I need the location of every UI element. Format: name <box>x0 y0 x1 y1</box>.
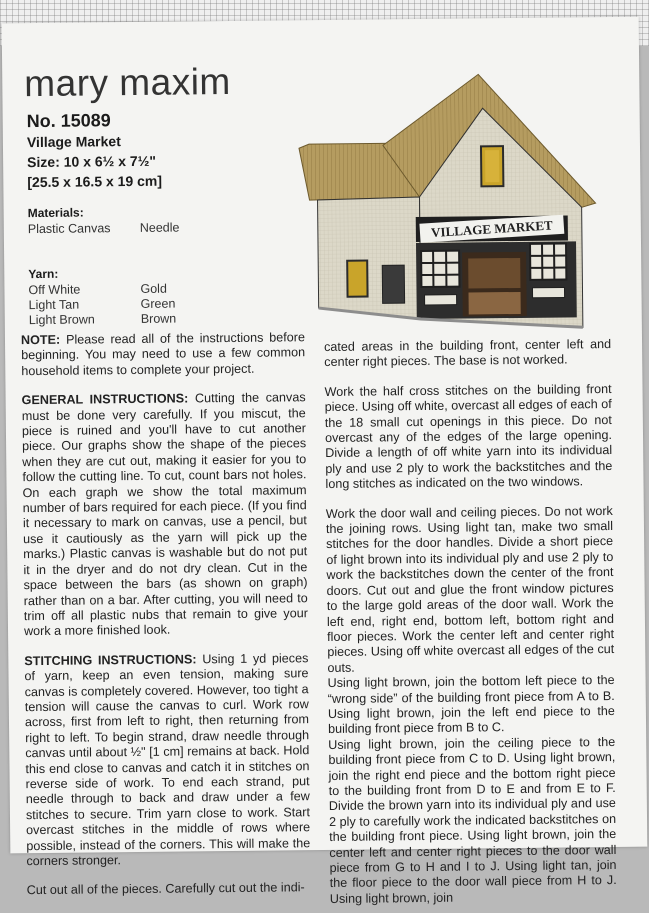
yarn-color: Gold <box>140 281 167 296</box>
yarn-color: Off White <box>28 282 81 298</box>
size-metric: [25.5 x 16.5 x 19 cm] <box>27 172 163 191</box>
pattern-sheet <box>2 17 648 906</box>
yarn-color: Light Brown <box>28 312 95 328</box>
instructions-right-column <box>324 337 617 907</box>
display-window-right <box>530 243 566 279</box>
paragraph: Work the half cross stitches on the building front piece. Using off white, overcast all edges of each of the 18 small cut openings in this piece. Do not overcast any of the edges of the large opening. Divide a length of off white yarn into its individual ply and use 2 ply to work the backstitches and the long stitches as indicated on the two windows. <box>324 381 613 492</box>
paragraph: Work the door wall and ceiling pieces. Do not work the joining rows. Using light tan, make two small stitches for the door handles. Divide a short piece of light brown into its individual ply and use 2 ply to work the backstitches down the center of the front doors. Cut out and glue the front window pictures to the large gold areas of the door wall. Work the left end, right end, bottom left, bottom right and floor pieces. Work the center left and center right pieces. Using off white overcast all edges of the cut outs. <box>325 503 615 675</box>
yarn-color: Light Tan <box>28 297 80 313</box>
yarn-color: Green <box>140 296 176 311</box>
display-window-left <box>421 251 459 287</box>
general-instructions-paragraph: GENERAL INSTRUCTIONS: Cutting the canvas must be done very carefully. If you miscut, the piece is ruined and you'll have to cut another piece. Our graphs show the shape of the pieces when they are cut out, making it easier for you to follow the cutting line. To cut, count bars not holes. On each graph we show the total maximum number of bars required for each piece. (If you find it necessary to mark on canvas, use a pencil, but use it cautiously as the yarn will pick up the marks.) Plastic canvas is washable but do not put it in the dryer and do not dry clean. Cut in the space between the bars (as shown on graph) rather than on a bar. After cutting, you will need to trim off all plastic nubs that remain to give your work a more finished look. <box>21 390 308 639</box>
materials-title: Materials: <box>27 205 84 221</box>
instructions-left-column <box>21 330 311 913</box>
brand-logo: mary maxim <box>24 60 231 105</box>
paragraph: cated areas in the building front, center left and center right pieces. The base is not worked. <box>324 336 612 370</box>
item-number: No. 15089 <box>26 110 111 132</box>
cutout-paragraph: Cut out all of the pieces. Carefully cut out the indi- <box>26 880 305 898</box>
village-market-house-image <box>290 55 598 340</box>
note-paragraph: NOTE: Please read all of the instructions before beginning. You may need to use a few common household items to complete your project. <box>20 330 306 378</box>
yarn-title: Yarn: <box>28 266 59 282</box>
paragraph: Using light brown, join the ceiling piece to the building front piece from C to D. Using light brown, join the right end piece and the bottom right piece to the building front from D to E and from E to F. Divide the brown yarn into its individual ply and use 2 ply to carefully work the indicated backstitches on the building front piece. Using light brown, join the center left and center right pieces to the door wall piece from G to H and I to J. Using light tan, join the floor piece to the door wall piece from H to J. Using light brown, join <box>328 734 617 906</box>
paragraph: Using light brown, join the bottom left piece to the “wrong side” of the building front piece from A to B. Using light brown, join the left end piece to the building front piece from B to C. <box>327 673 615 737</box>
material-needle: Needle <box>139 220 180 235</box>
size-imperial: Size: 10 x 6½ x 7½" <box>27 152 157 171</box>
shop-sign: VILLAGE MARKET <box>430 217 554 241</box>
pattern-name: Village Market <box>26 133 121 151</box>
yarn-color: Brown <box>140 311 177 326</box>
stitching-instructions-paragraph: STITCHING INSTRUCTIONS: Using 1 yd pieces of yarn, keep an even tension, making sure canvas is completely covered. However, too tight a tension will cause the canvas to curl. Work row across, first from left to right, then returning from right to left. To begin strand, draw needle through canvas until about ½" [1 cm] remains at back. Hold this end close to canvas and catch it in stitches on reverse side of work. To end each strand, put needle through to back and draw under a few stitches to secure. Trim yarn close to work. Start overcast stitches in the middle of rows where possible, instead of the corners. This will make the corners stronger. <box>24 650 311 869</box>
side-window <box>347 261 367 297</box>
general-instructions-label: GENERAL INSTRUCTIONS: <box>21 391 189 408</box>
stitching-instructions-label: STITCHING INSTRUCTIONS: <box>24 652 197 668</box>
note-label: NOTE: <box>20 332 61 348</box>
material-canvas: Plastic Canvas <box>27 221 111 237</box>
